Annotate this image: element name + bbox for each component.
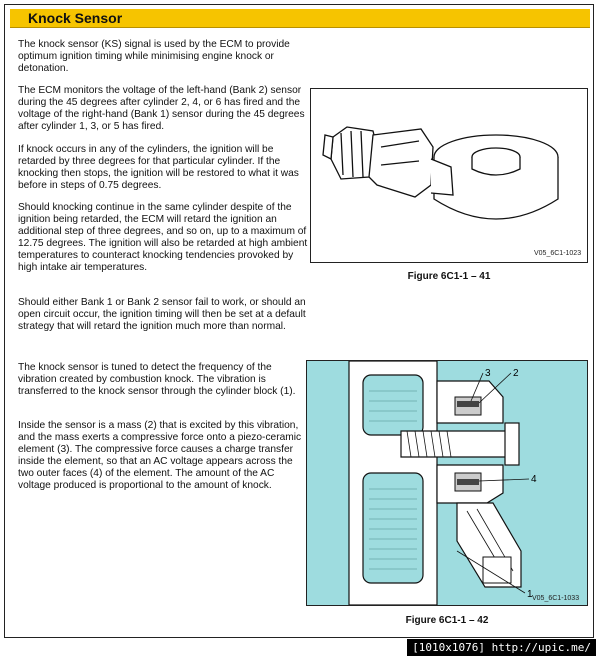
figure1-code: V05_6C1-1023 — [534, 250, 582, 257]
paragraph-sensor-failure: Should either Bank 1 or Bank 2 sensor fail to work, or should an open circuit occur, the ignition timing will then be set at a default strategy that will retard the ignition much more than normal. — [18, 297, 306, 333]
paragraph-max-retard: Should knocking continue in the same cylinder despite of the ignition being retarded, the ECM will retard the ignition an additional step of three degrees, and so on, up to a maximum of 12.75 degrees. The ignition will also be retarded at high ambient temperatures to counteract knocking tendencies provoked by high intake air temperatures. — [18, 202, 308, 274]
section-title: Knock Sensor — [28, 10, 123, 26]
figure-knock-sensor-external — [310, 88, 588, 263]
figure2-code: V05_6C1-1033 — [532, 595, 580, 602]
figure1-caption: Figure 6C1-1 – 41 — [407, 271, 491, 282]
callout-2: 2 — [513, 368, 519, 379]
image-host-badge: [1010x1076] http://upic.me/ — [407, 639, 596, 656]
paragraph-intro: The knock sensor (KS) signal is used by the ECM to provide optimum ignition timing while minimising engine knock or detonation. — [18, 39, 290, 75]
figure-knock-sensor-section — [306, 360, 588, 606]
paragraph-piezo: Inside the sensor is a mass (2) that is excited by this vibration, and the mass exerts a compressive force onto a piezo-ceramic element (3). The compressive force causes a charge transfer inside the element, so that an AC voltage appears across the two outer faces (4) of the element. The amount of the AC voltage produced is proportional to the amount of knock. — [18, 420, 302, 492]
figure2-caption: Figure 6C1-1 – 42 — [405, 615, 489, 626]
section-header-bar — [10, 9, 590, 28]
callout-1: 1 — [527, 589, 533, 600]
callout-3: 3 — [485, 368, 491, 379]
piezo-element-lower — [457, 479, 479, 485]
paragraph-retard-steps: If knock occurs in any of the cylinders, the ignition will be retarded by three degrees for that particular cylinder. If the knocking then stops, the ignition will be restored to what it was before in steps of 0.75 degrees. — [18, 144, 299, 192]
section-drawing — [307, 361, 587, 605]
knock-sensor-drawing — [311, 89, 587, 262]
piezo-element-upper — [457, 401, 479, 407]
callout-4: 4 — [531, 474, 537, 485]
coolant-passage-lower — [363, 473, 423, 583]
coolant-passage-upper — [363, 375, 423, 435]
paragraph-ecm-monitoring: The ECM monitors the voltage of the left-hand (Bank 2) sensor during the 45 degrees after cylinder 2, 4, or 6 has fired and the voltage of the right-hand (Bank 1) sensor during the 45 degrees after cylinder 1, 3, or 5 has fired. — [18, 85, 305, 133]
paragraph-tuning: The knock sensor is tuned to detect the frequency of the vibration created by combustion knock. The vibration is transferred to the knock sensor through the cylinder block (1). — [18, 362, 296, 398]
